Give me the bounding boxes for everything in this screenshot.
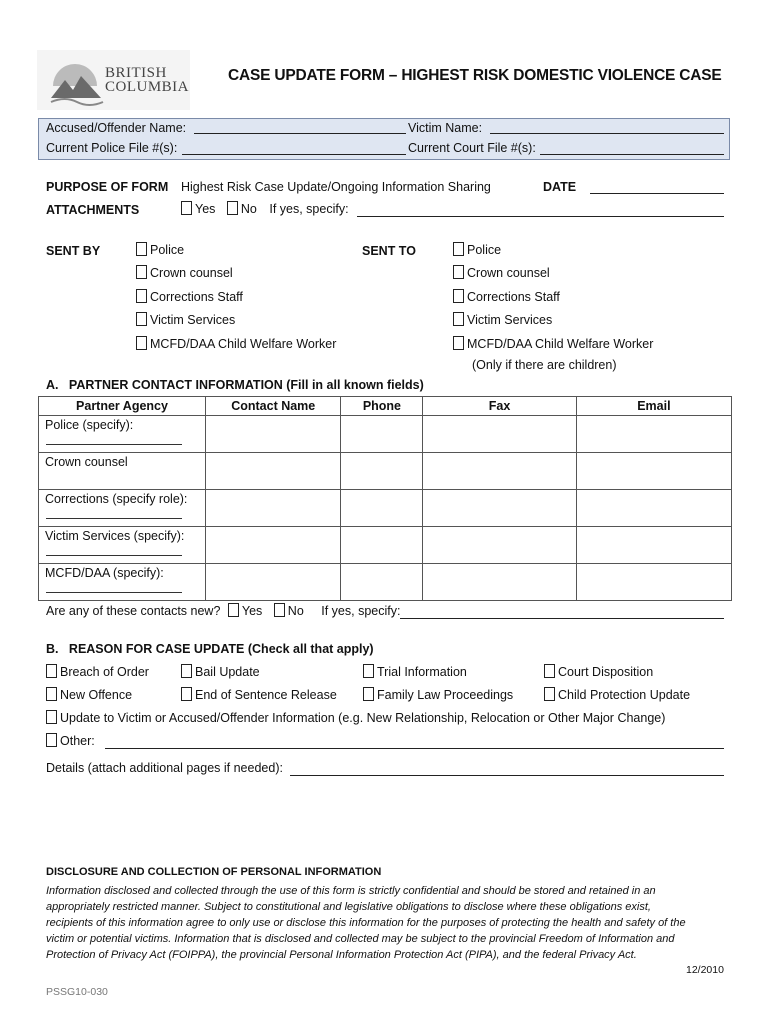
contact-name-cell[interactable] [206, 490, 341, 527]
option-label: Trial Information [377, 665, 467, 679]
court-file-label: Current Court File #(s): [408, 141, 536, 155]
column-header: Phone [341, 397, 423, 416]
form-code: PSSG10-030 [46, 986, 108, 998]
email-cell[interactable] [576, 453, 731, 490]
sent-by-corrections-checkbox[interactable] [136, 289, 147, 303]
phone-cell[interactable] [341, 527, 423, 564]
purpose-text: Highest Risk Case Update/Ongoing Information Sharing [181, 180, 491, 194]
agency-cell [39, 564, 206, 601]
logo-line2: COLUMBIA [105, 79, 190, 95]
breach-of-order-checkbox[interactable] [46, 664, 57, 678]
option-label: New Offence [60, 688, 133, 702]
column-header: Fax [423, 397, 576, 416]
attachments-yes-label: Yes [195, 202, 216, 216]
agency-label: Police (specify): [45, 418, 134, 432]
sent-by-police-checkbox[interactable] [136, 242, 147, 256]
sent-by-label: SENT BY [46, 244, 101, 258]
option-label: Police [150, 243, 185, 257]
email-cell[interactable] [576, 416, 731, 453]
attachments-no-label: No [240, 202, 257, 216]
new-contacts-question: Are any of these contacts new? [46, 604, 221, 618]
table-row [39, 527, 732, 564]
fax-cell[interactable] [423, 453, 576, 490]
fax-cell[interactable] [423, 564, 576, 601]
agency-specify-field[interactable] [46, 592, 182, 593]
sent-by-option[interactable] [136, 312, 235, 327]
victim-label: Victim Name: [408, 121, 483, 135]
option-label: Crown counsel [467, 266, 550, 280]
contact-name-cell[interactable] [206, 527, 341, 564]
sent-by-victim-services-checkbox[interactable] [136, 312, 147, 326]
disclosure-line: Information disclosed and collected through the use of this form is strictly confidential and should be stored and retained in an [46, 885, 656, 897]
section-a-heading: A. PARTNER CONTACT INFORMATION (Fill in all known fields) [46, 378, 424, 392]
partner-contact-table [38, 396, 732, 601]
sent-to-victim-services-checkbox[interactable] [453, 312, 464, 326]
disclosure-heading: DISCLOSURE AND COLLECTION OF PERSONAL INFORMATION [46, 866, 382, 878]
agency-label: Victim Services (specify): [45, 529, 185, 543]
date-label: DATE [543, 180, 577, 194]
sent-by-option[interactable] [136, 265, 233, 280]
option-label: Crown counsel [150, 266, 233, 280]
phone-cell[interactable] [341, 453, 423, 490]
new-contacts-yes-checkbox[interactable] [228, 603, 239, 617]
disclosure-text [46, 883, 736, 963]
sent-to-option[interactable] [453, 289, 560, 304]
sent-by-mcfd-checkbox[interactable] [136, 336, 147, 350]
table-header-row [39, 397, 732, 416]
attachments-no-checkbox[interactable] [227, 201, 238, 215]
sent-to-police-checkbox[interactable] [453, 242, 464, 256]
option-label: Other: [60, 734, 95, 748]
agency-cell [39, 416, 206, 453]
details-field[interactable] [290, 775, 724, 776]
disclosure-line: Protection of Privacy Act (FOIPPA), the provincial Personal Information Protection Act (PIPA), and the federal Privacy Act. [46, 949, 637, 961]
option-label: Police [467, 243, 502, 257]
police-file-field[interactable] [182, 154, 406, 155]
new-contacts-yes-label: Yes [241, 604, 263, 618]
email-cell[interactable] [576, 564, 731, 601]
agency-cell [39, 490, 206, 527]
email-cell[interactable] [576, 527, 731, 564]
contact-name-cell[interactable] [206, 416, 341, 453]
contact-name-cell[interactable] [206, 564, 341, 601]
section-b-heading: B. REASON FOR CASE UPDATE (Check all that apply) [46, 642, 374, 656]
disclosure-line: recipients of this information agree to only use or disclose this information for the purposes of protecting the health and safety of the [46, 917, 686, 929]
sent-to-mcfd-checkbox[interactable] [453, 336, 464, 350]
contact-name-cell[interactable] [206, 453, 341, 490]
sent-to-option[interactable] [453, 265, 550, 280]
option-label: MCFD/DAA Child Welfare Worker [150, 337, 337, 351]
agency-specify-field[interactable] [46, 444, 182, 445]
court-file-field[interactable] [540, 154, 724, 155]
agency-specify-field[interactable] [46, 555, 182, 556]
bc-logo [37, 50, 190, 110]
bail-update-checkbox[interactable] [181, 664, 192, 678]
option-label: Update to Victim or Accused/Offender Information (e.g. New Relationship, Relocation or Other Major Change) [60, 711, 666, 725]
table-row [39, 564, 732, 601]
agency-label: MCFD/DAA (specify): [45, 566, 164, 580]
email-cell[interactable] [576, 490, 731, 527]
option-label: Victim Services [150, 313, 236, 327]
court-disposition-checkbox[interactable] [544, 664, 555, 678]
sent-by-option[interactable] [136, 336, 336, 351]
sent-by-option[interactable] [136, 242, 184, 257]
other-checkbox[interactable] [46, 733, 57, 747]
agency-label: Crown counsel [45, 455, 128, 469]
attachments-yes-checkbox[interactable] [181, 201, 192, 215]
column-header: Contact Name [206, 397, 341, 416]
fax-cell[interactable] [423, 527, 576, 564]
table-row [39, 490, 732, 527]
option-label: Court Disposition [558, 665, 654, 679]
sent-to-corrections-checkbox[interactable] [453, 289, 464, 303]
option-label: Corrections Staff [150, 290, 243, 304]
update-info-checkbox[interactable] [46, 710, 57, 724]
new-contacts-specify-label: If yes, specify: [321, 604, 401, 618]
family-law-checkbox[interactable] [363, 687, 374, 701]
sent-to-option[interactable] [453, 336, 653, 351]
sent-to-crown-checkbox[interactable] [453, 265, 464, 279]
option-label: End of Sentence Release [195, 688, 337, 702]
trial-information-checkbox[interactable] [363, 664, 374, 678]
revision-date: 12/2010 [686, 964, 724, 976]
option-label: Corrections Staff [467, 290, 560, 304]
agency-cell [39, 527, 206, 564]
agency-specify-field[interactable] [46, 518, 182, 519]
disclosure-line: victim or potential victims. Information that is disclosed and collected may be subject to the provincial Freedom of Information and [46, 933, 675, 945]
police-file-label: Current Police File #(s): [46, 141, 178, 155]
date-field[interactable] [590, 193, 724, 194]
phone-cell[interactable] [341, 416, 423, 453]
phone-cell[interactable] [341, 490, 423, 527]
child-protection-checkbox[interactable] [544, 687, 555, 701]
bc-sun-mountain-icon [47, 58, 107, 108]
attachments-label: ATTACHMENTS [46, 203, 140, 217]
new-contacts-no-label: No [287, 604, 304, 618]
sent-by-crown-checkbox[interactable] [136, 265, 147, 279]
new-contacts-no-checkbox[interactable] [274, 603, 285, 617]
victim-field[interactable] [490, 133, 724, 134]
other-field[interactable] [105, 748, 724, 749]
table-row [39, 453, 732, 490]
accused-field[interactable] [194, 133, 406, 134]
column-header: Partner Agency [39, 397, 206, 416]
end-of-sentence-checkbox[interactable] [181, 687, 192, 701]
sent-to-option[interactable] [453, 242, 501, 257]
table-row [39, 416, 732, 453]
new-offence-checkbox[interactable] [46, 687, 57, 701]
column-header: Email [576, 397, 731, 416]
agency-cell [39, 453, 206, 490]
sent-to-label: SENT TO [362, 244, 416, 258]
purpose-label: PURPOSE OF FORM [46, 180, 169, 194]
fax-cell[interactable] [423, 416, 576, 453]
new-contacts-specify-field[interactable] [400, 618, 724, 619]
sent-by-option[interactable] [136, 289, 243, 304]
option-label: Breach of Order [60, 665, 149, 679]
option-label: Bail Update [195, 665, 260, 679]
option-label: MCFD/DAA Child Welfare Worker [467, 337, 654, 351]
attachments-specify-label: If yes, specify: [269, 202, 349, 216]
sent-to-note: (Only if there are children) [472, 358, 617, 372]
phone-cell[interactable] [341, 564, 423, 601]
agency-label: Corrections (specify role): [45, 492, 188, 506]
sent-to-option[interactable] [453, 312, 552, 327]
attachments-specify-field[interactable] [357, 216, 724, 217]
option-label: Child Protection Update [558, 688, 691, 702]
logo-line1: BRITISH [105, 65, 167, 81]
option-label: Family Law Proceedings [377, 688, 514, 702]
details-label: Details (attach additional pages if needed): [46, 761, 283, 775]
accused-label: Accused/Offender Name: [46, 121, 187, 135]
disclosure-line: appropriately restricted manner. Subject to constitutional and legislative obligations to disclose where these obligations exist, [46, 901, 651, 913]
option-label: Victim Services [467, 313, 553, 327]
form-title: CASE UPDATE FORM – HIGHEST RISK DOMESTIC VIOLENCE CASE [228, 67, 722, 84]
fax-cell[interactable] [423, 490, 576, 527]
